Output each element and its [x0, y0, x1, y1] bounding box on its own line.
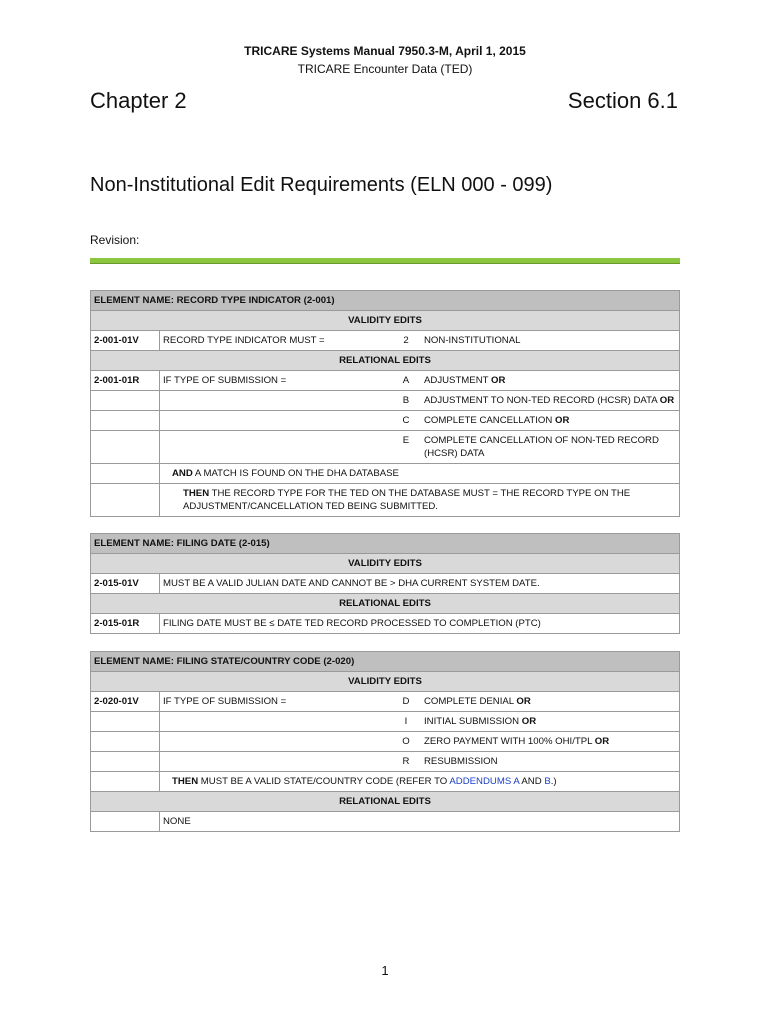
- edit-code: 2-015-01R: [91, 614, 160, 634]
- and-condition: AND A MATCH IS FOUND ON THE DHA DATABASE: [160, 464, 680, 484]
- edit-description: ZERO PAYMENT WITH 100% OHI/TPL OR: [421, 732, 680, 752]
- edit-description: COMPLETE CANCELLATION OR: [421, 411, 680, 431]
- edit-description: ADJUSTMENT OR: [421, 371, 680, 391]
- edit-value: 2: [391, 331, 421, 351]
- relational-edits-heading: RELATIONAL EDITS: [91, 594, 680, 614]
- table-row: [91, 484, 680, 517]
- addendum-a-link[interactable]: ADDENDUMS A: [449, 776, 520, 787]
- edit-text: IF TYPE OF SUBMISSION =: [160, 371, 392, 391]
- edit-text: MUST BE A VALID JULIAN DATE AND CANNOT BE > DHA CURRENT SYSTEM DATE.: [160, 574, 680, 594]
- edit-text: IF TYPE OF SUBMISSION =: [160, 692, 392, 712]
- table-row: [91, 614, 680, 634]
- record-type-table: [90, 290, 680, 517]
- edit-description: INITIAL SUBMISSION OR: [421, 712, 680, 732]
- element-name: ELEMENT NAME: RECORD TYPE INDICATOR (2-001): [91, 291, 680, 311]
- table-row: [91, 752, 680, 772]
- edit-text: FILING DATE MUST BE ≤ DATE TED RECORD PROCESSED TO COMPLETION (PTC): [160, 614, 680, 634]
- table-row: [91, 692, 680, 712]
- table-row: [91, 772, 680, 792]
- edit-description: COMPLETE CANCELLATION OF NON-TED RECORD (HCSR) DATA: [421, 431, 680, 464]
- edit-description: ADJUSTMENT TO NON-TED RECORD (HCSR) DATA OR: [421, 391, 680, 411]
- relational-edits-heading: RELATIONAL EDITS: [91, 792, 680, 812]
- validity-edits-heading: VALIDITY EDITS: [91, 554, 680, 574]
- edit-text: RECORD TYPE INDICATOR MUST =: [160, 331, 392, 351]
- table-row: [91, 712, 680, 732]
- validity-edits-heading: VALIDITY EDITS: [91, 311, 680, 331]
- edit-value: R: [391, 752, 421, 772]
- edit-code: 2-001-01R: [91, 371, 160, 391]
- table-row: [91, 371, 680, 391]
- revision-label: Revision:: [90, 233, 140, 247]
- table-row: [91, 464, 680, 484]
- validity-edits-heading: VALIDITY EDITS: [91, 672, 680, 692]
- table-row: [91, 732, 680, 752]
- filing-date-table: [90, 533, 680, 634]
- none-text: NONE: [160, 812, 680, 832]
- edit-code: 2-020-01V: [91, 692, 160, 712]
- table-row: [91, 331, 680, 351]
- element-name: ELEMENT NAME: FILING DATE (2-015): [91, 534, 680, 554]
- relational-edits-heading: RELATIONAL EDITS: [91, 351, 680, 371]
- table-row: [91, 411, 680, 431]
- edit-description: NON-INSTITUTIONAL: [421, 331, 680, 351]
- edit-value: E: [391, 431, 421, 464]
- edit-value: C: [391, 411, 421, 431]
- edit-code: 2-015-01V: [91, 574, 160, 594]
- edit-description: RESUBMISSION: [421, 752, 680, 772]
- page-title: Non-Institutional Edit Requirements (ELN 000 - 099): [90, 174, 553, 196]
- edit-code: 2-001-01V: [91, 331, 160, 351]
- edit-value: O: [391, 732, 421, 752]
- filing-state-table: [90, 651, 680, 832]
- table-row: [91, 431, 680, 464]
- table-row: [91, 574, 680, 594]
- edit-value: A: [391, 371, 421, 391]
- manual-subtitle: TRICARE Encounter Data (TED): [297, 62, 473, 76]
- green-divider: [90, 258, 680, 264]
- edit-value: B: [391, 391, 421, 411]
- table-row: [91, 812, 680, 832]
- manual-title: TRICARE Systems Manual 7950.3-M, April 1, 2015: [244, 44, 526, 58]
- edit-description: COMPLETE DENIAL OR: [421, 692, 680, 712]
- edit-value: I: [391, 712, 421, 732]
- edit-value: D: [391, 692, 421, 712]
- element-name: ELEMENT NAME: FILING STATE/COUNTRY CODE (2-020): [91, 652, 680, 672]
- chapter-label: Chapter 2: [90, 88, 187, 113]
- section-label: Section 6.1: [567, 88, 678, 113]
- then-condition: THEN THE RECORD TYPE FOR THE TED ON THE DATABASE MUST = THE RECORD TYPE ON THE ADJUSTMENT/CANCELLATION TED BEING SUBMITTED.: [160, 484, 680, 517]
- page-number: 1: [381, 963, 389, 978]
- then-condition: THEN MUST BE A VALID STATE/COUNTRY CODE (REFER TO ADDENDUMS A AND B.): [160, 772, 680, 792]
- addendum-b-link[interactable]: B: [544, 776, 551, 787]
- table-row: [91, 391, 680, 411]
